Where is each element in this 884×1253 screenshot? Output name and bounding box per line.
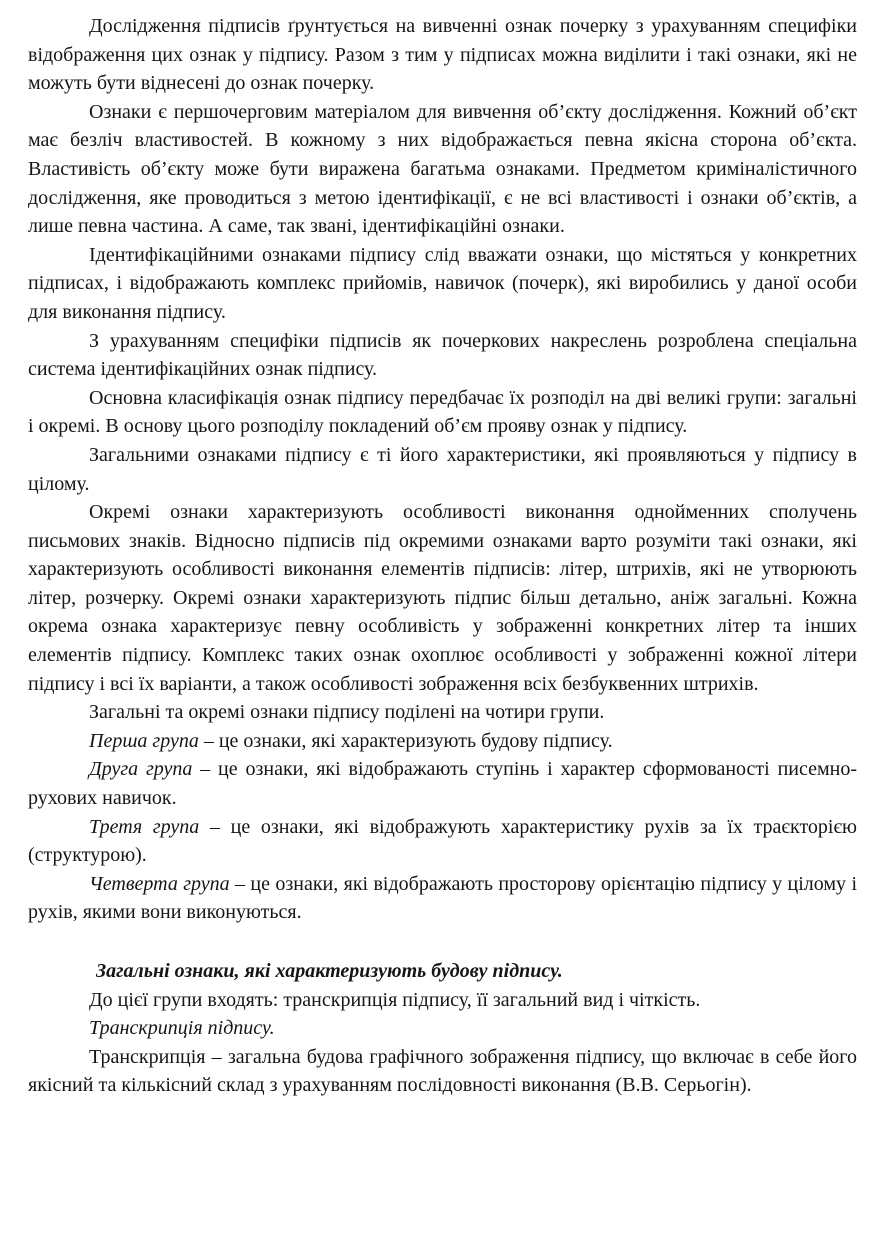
paragraph-3: Ідентифікаційними ознаками підпису слід вважати ознаки, що містяться у конкретних підписах, і відображають комплекс прийомів, навичок (почерк), які виробились у даної особи для виконання підпису. [28,243,857,323]
group-3 [28,813,857,870]
section-intro: До цієї групи входять: транскрипція підпису, її загальний вид і чіткість. [89,988,701,1011]
group-3-text: – це ознаки, які відображують характеристику рухів за їх траєкторією (структурою). [28,815,858,867]
paragraph-2: Ознаки є першочерговим матеріалом для вивчення об’єкту дослідження. Кожний об’єкт має безліч властивостей. В кожному з них відображається певна якісна сторона об’єкта. Властивість об’єкту може бути виражена багатьма ознаками. Предметом криміналістичного дослідження, яке проводиться з метою ідентифікації, є не всі властивості і ознаки об’єктів, а лише певна частина. А саме, так звані, ідентифікаційні ознаки. [28,100,857,238]
group-2-term: Друга група [89,758,193,781]
section-heading: Загальні ознаки, які характеризують будову підпису. [96,960,563,982]
group-2-text: – це ознаки, які відображають ступінь і характер сформованості писемно-рухових навичок. [28,758,857,810]
paragraph-4: З урахуванням специфіки підписів як почеркових накреслень розроблена спеціальна система ідентифікаційних ознак підпису. [28,329,857,381]
group-2 [28,755,857,812]
paragraph-5: Основна класифікація ознак підпису передбачає їх розподіл на дві великі групи: загальні і окремі. В основу цього розподілу покладений об’єм прояву ознак у підпису. [28,386,857,438]
group-3-term: Третя група [89,815,200,838]
group-4-term: Четверта група [89,872,230,895]
paragraph-7: Окремі ознаки характеризують особливості виконання однойменних сполучень письмових знаків. Відносно підписів під окремими ознаками варто розуміти такі ознаки, які характеризують особливості виконання елементів підписів: літер, штрихів, які не утворюють літер, розчерку. Окремі ознаки характеризують підпис більш детально, аніж загальні. Кожна окрема ознака характеризує певну особливість у зображенні конкретних літер та інших елементів підпису. Комплекс таких ознак охоплює особливості у зображенні кожної літери підпису і всі їх варіанти, а також особливості зображення всіх безбуквенних штрихів. [28,501,857,695]
group-1-term: Перша група [89,729,199,752]
paragraph-1: Дослідження підписів ґрунтується на вивченні ознак почерку з урахуванням специфіки відображення цих ознак у підпису. Разом з тим у підписах можна виділити і такі ознаки, які не можуть бути віднесені до ознак почерку. [28,15,857,95]
group-4-text: – це ознаки, які відображають просторову орієнтацію підпису у цілому і рухів, якими вони виконуються. [28,872,857,924]
section-subheading: Транскрипція підпису. [89,1017,275,1040]
group-1 [28,727,857,756]
spacer [28,927,857,957]
paragraph-8: Загальні та окремі ознаки підпису поділені на чотири групи. [89,701,605,724]
paragraph-6: Загальними ознаками підпису є ті його характеристики, які проявляються у підпису в цілому. [28,443,857,495]
section-definition: Транскрипція – загальна будова графічного зображення підпису, що включає в себе його якісний та кількісний склад з урахуванням послідовності виконання (В.В. Серьогін). [28,1045,857,1097]
group-1-text: – це ознаки, які характеризують будову підпису. [198,729,613,752]
group-4 [28,870,857,927]
